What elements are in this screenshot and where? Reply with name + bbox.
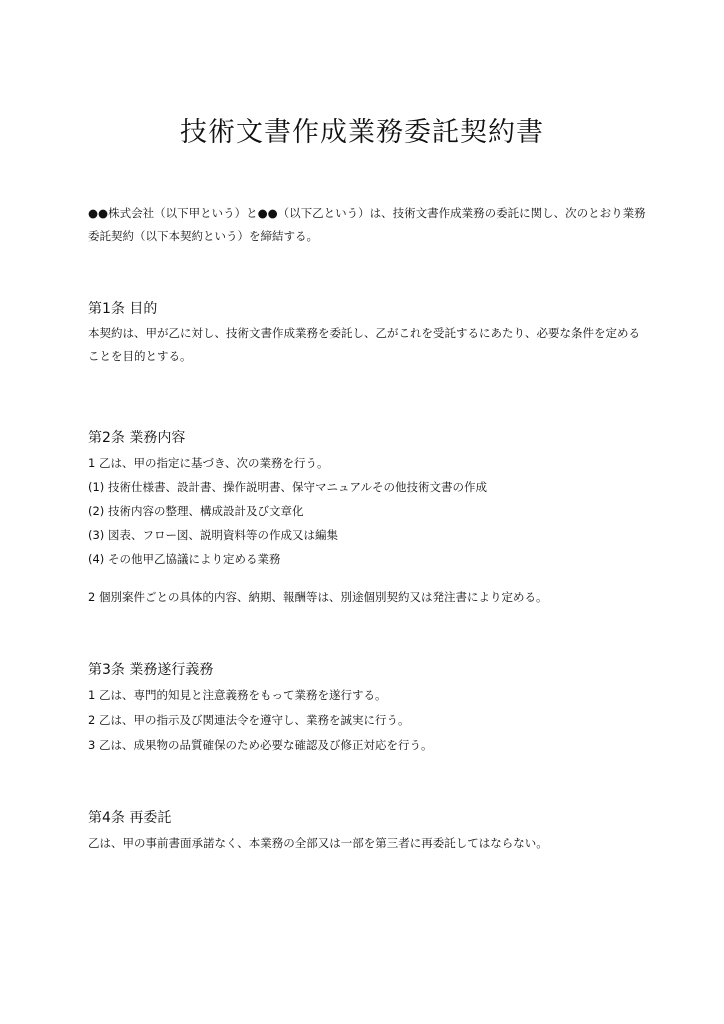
article-2-item: (3) 図表、フロー図、説明資料等の作成又は編集 xyxy=(88,528,338,542)
article-3-line: 3 乙は、成果物の品質確保のため必要な確認及び修正対応を行う。 xyxy=(88,738,433,752)
article-2-item: (4) その他甲乙協議により定める業務 xyxy=(88,552,281,566)
preamble: ●●株式会社（以下甲という）と●●（以下乙という）は、技術文書作成業務の委託に関し、次のとおり業務委託契約（以下本契約という）を締結する。 xyxy=(88,206,646,243)
article-3-line: 1 乙は、専門的知見と注意義務をもって業務を遂行する。 xyxy=(88,688,387,702)
article-2-line: 2 個別案件ごとの具体的内容、納期、報酬等は、別途個別契約又は発注書により定める。 xyxy=(88,590,548,604)
article-2-heading: 第2条 業務内容 xyxy=(88,430,186,446)
article-3-line: 2 乙は、甲の指示及び関連法令を遵守し、業務を誠実に行う。 xyxy=(88,713,410,727)
article-4-body: 乙は、甲の事前書面承諾なく、本業務の全部又は一部を第三者に再委託してはならない。 xyxy=(88,836,548,850)
article-2-item: (1) 技術仕様書、設計書、操作説明書、保守マニュアルその他技術文書の作成 xyxy=(88,480,487,494)
article-4-heading: 第4条 再委託 xyxy=(88,810,172,826)
article-2-item: (2) 技術内容の整理、構成設計及び文章化 xyxy=(88,504,304,518)
article-2-line: 1 乙は、甲の指定に基づき、次の業務を行う。 xyxy=(88,456,329,470)
article-1-body: 本契約は、甲が乙に対し、技術文書作成業務を委託し、乙がこれを受託するにあたり、必要な条件を定めることを目的とする。 xyxy=(88,326,640,363)
article-1-heading: 第1条 目的 xyxy=(88,301,158,317)
document-title: 技術文書作成業務委託契約書 xyxy=(180,117,544,148)
article-3-heading: 第3条 業務遂行義務 xyxy=(88,662,214,678)
